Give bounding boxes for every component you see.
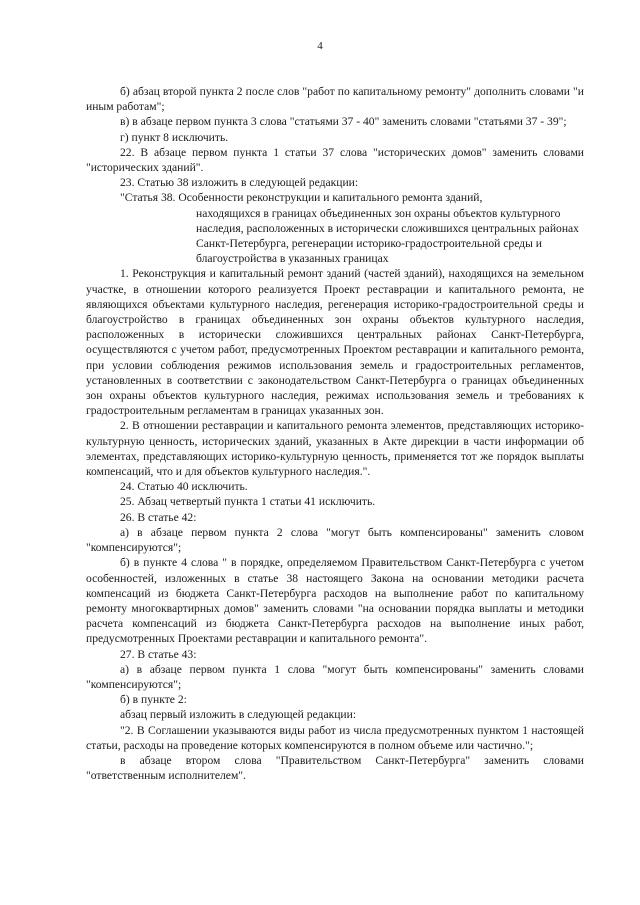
paragraph: б) в пункте 4 слова " в порядке, определяемом Правительством Санкт-Петербурга с учетом особенностей, изложенных в статье 38 настоящего Закона на основании методики расчета компенсаций из бюджета Санкт-Петербурга расходов на выполнение работ по капитальному ремонту многоквартирных домов" заменить словами "на основании порядка выплаты и методики расчета компенсаций из бюджета Санкт-Петербурга расходов на выполнение иных работ, предусмотренных Проектами реставрации и капитального ремонта". bbox=[86, 556, 584, 646]
article-paragraph: 2. В отношении реставрации и капитального ремонта элементов, представляющих историко-культурную ценность, исторических зданий, указанных в Акте дирекции в части информации об элементах, представляющих историко-культурную ценность, применяется тот же порядок выплаты компенсаций, что и для объектов культурного наследия.". bbox=[86, 419, 584, 479]
paragraph: 24. Статью 40 исключить. bbox=[120, 480, 248, 494]
paragraph: 27. В статье 43: bbox=[120, 647, 197, 661]
paragraph: 23. Статью 38 изложить в следующей редакции: bbox=[120, 176, 359, 190]
paragraph: в) в абзаце первом пункта 3 слова "статьями 37 - 40" заменить словами "статьями 37 - 39"; bbox=[120, 115, 567, 129]
paragraph: 22. В абзаце первом пункта 1 статьи 37 слова "исторических домов" заменить словами "исторических зданий". bbox=[86, 145, 584, 175]
paragraph: абзац первый изложить в следующей редакции: bbox=[120, 708, 357, 722]
paragraph: а) в абзаце первом пункта 2 слова "могут быть компенсированы" заменить словом "компенсируются"; bbox=[86, 525, 584, 555]
page-number: 4 bbox=[317, 40, 323, 52]
paragraph: 26. В статье 42: bbox=[120, 510, 197, 524]
paragraph: г) пункт 8 исключить. bbox=[120, 130, 229, 144]
paragraph: 25. Абзац четвертый пункта 1 статьи 41 исключить. bbox=[120, 495, 376, 509]
article-paragraph: 1. Реконструкция и капитальный ремонт зданий (частей зданий), находящихся на земельном участке, в отношении которого реализуется Проект реставрации и капитального ремонта, не являющихся объектами культурного наследия, регенерация историко-градостроительной среды и благоустройство в границах объединенных зон охраны объектов культурного наследия, расположенных в исторически сложившихся центральных районах Санкт-Петербурга, осуществляются с учетом работ, предусмотренных Проектом реставрации и капитального ремонта, при условии соблюдения режимов использования земель и градостроительных регламентов, установленных в соответствии с законодательством Санкт-Петербурга о границах объединенных зон охраны объектов культурного наследия, режимах использования земель и требованиях к градостроительным регламентам в границах указанных зон. bbox=[86, 267, 584, 418]
paragraph: б) абзац второй пункта 2 после слов "работ по капитальному ремонту" дополнить словами "и иным работам"; bbox=[86, 85, 584, 114]
paragraph: "2. В Соглашении указываются виды работ из числа предусмотренных пунктом 1 настоящей статьи, расходы на проведение которых компенсируются в полном объеме или частично."; bbox=[86, 723, 584, 752]
article-heading-rest: находящихся в границах объединенных зон охраны объектов культурного наследия, расположенных в исторически сложившихся центральных районах Санкт-Петербурга, регенерации историко-градостроительной среды и благоустройства в указанных границах bbox=[196, 206, 579, 266]
document-body bbox=[86, 84, 584, 783]
article-heading bbox=[86, 190, 584, 266]
article-heading-first-line: "Статья 38. Особенности реконструкции и капитального ремонта зданий, bbox=[120, 191, 483, 205]
paragraph: в абзаце втором слова "Правительством Санкт-Петербурга" заменить словами "ответственным исполнителем". bbox=[86, 753, 584, 783]
paragraph: б) в пункте 2: bbox=[120, 693, 187, 707]
paragraph: а) в абзаце первом пункта 1 слова "могут быть компенсированы" заменить словами "компенсируются"; bbox=[86, 662, 584, 691]
